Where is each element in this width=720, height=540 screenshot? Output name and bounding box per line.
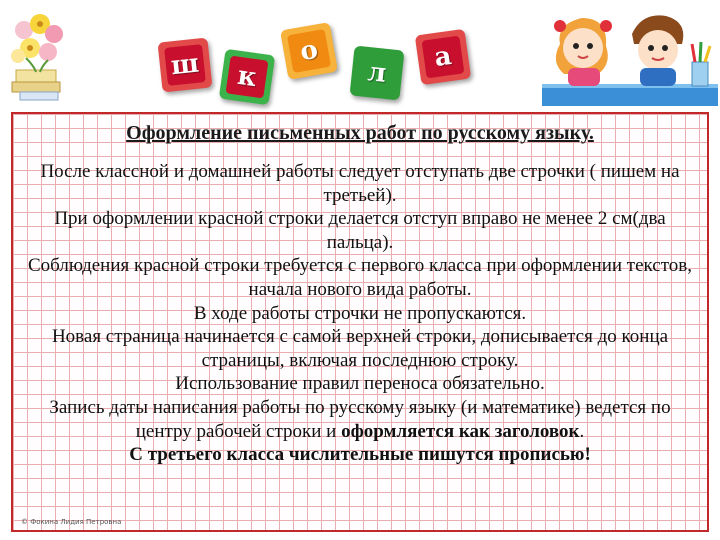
letter-l: л [356, 52, 398, 94]
author-credit: © Фокина Лидия Петровна [21, 518, 122, 526]
paragraph-date [27, 396, 693, 443]
date-text-start: Запись даты написания работы по русскому языку (и математике) ведется по центру рабочей строки и [49, 396, 671, 442]
letter-block-o [280, 22, 338, 80]
paragraph-hyphenation: Использование правил переноса обязательно. [175, 373, 545, 395]
letter-o: о [287, 29, 331, 73]
numerals-text: С третьего класса числительные пишутся прописью! [129, 444, 591, 466]
header-banner [0, 0, 720, 112]
date-text-end: . [579, 420, 585, 442]
date-text-bold: оформляется как заголовок [341, 420, 580, 442]
letter-block-sh [158, 38, 213, 93]
letter-block-k [219, 49, 275, 105]
paragraph-numerals [27, 443, 693, 467]
letter-k: к [226, 56, 269, 99]
paragraph-indent: При оформлении красной строки делается отступ вправо не менее 2 см(два пальца). [54, 208, 666, 253]
page-title: Оформление письменных работ по русскому языку. [126, 122, 594, 144]
letter-sh: ш [164, 44, 206, 86]
letter-block-a [415, 29, 471, 85]
rules-text [27, 160, 693, 467]
school-letter-blocks [150, 18, 480, 104]
paragraph-line-spacing: После классной и домашней работы следует отступать две строчки ( пишем на третьей). [40, 161, 680, 206]
paragraph-new-page: Новая страница начинается с самой верхней строки, дописывается до конца страницы, включая последнюю строку. [51, 326, 669, 371]
letter-a: а [422, 36, 465, 79]
flower-bouquet-icon [6, 8, 70, 104]
paragraph-red-line: Соблюдения красной строки требуется с первого класса при оформлении текстов, начала нового вида работы. [28, 255, 692, 300]
children-at-desk-icon [542, 4, 718, 110]
letter-block-l [350, 46, 405, 101]
paragraph-no-skip: В ходе работы строчки не пропускаются. [193, 302, 527, 324]
lined-paper-panel [11, 112, 709, 532]
